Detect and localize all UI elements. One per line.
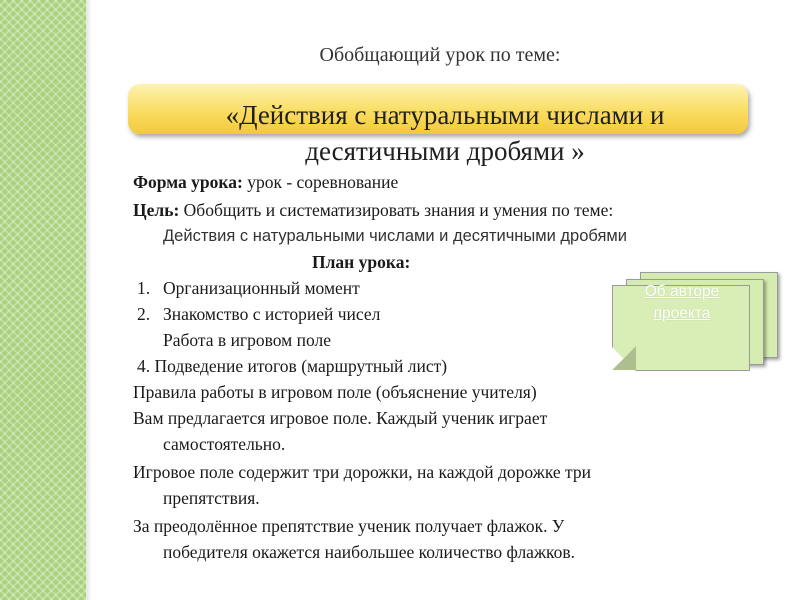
plan-item-text: Знакомство с историей чисел [163, 304, 381, 324]
plan-item [137, 278, 360, 299]
plan-heading: План урока: [312, 252, 411, 272]
plan-item [137, 304, 380, 325]
plan-item-number: 2. [137, 304, 151, 324]
about-author-link-line-2[interactable]: проекта [653, 305, 711, 322]
title-line-2: десятичными дробями » [305, 136, 585, 166]
rules-paragraph-3-line-1: За преодолённое препятствие ученик получает флажок. У [133, 516, 565, 536]
lesson-goal [133, 200, 613, 221]
rules-paragraph-2-line-1: Игровое поле содержит три дорожки, на каждой дорожке три [133, 462, 592, 482]
plan-item-text: Организационный момент [163, 278, 360, 298]
rules-paragraph-3-line-2: победителя окажется наибольшее количество флажков. [163, 542, 576, 562]
lesson-form [133, 172, 398, 193]
form-label: Форма урока: [133, 172, 243, 192]
plan-item-4: 4. Подведение итогов (маршрутный лист) [137, 356, 448, 376]
title-line-1: «Действия с натуральными числами и [225, 100, 665, 130]
goal-value: Обобщить и систематизировать знания и умения по теме: [179, 200, 614, 220]
about-author-link-line-1[interactable]: Об авторе [644, 283, 720, 300]
about-author-link[interactable] [612, 281, 752, 325]
side-strip-shadow [86, 0, 92, 600]
rules-paragraph-2-line-2: препятствия. [163, 488, 260, 508]
decorative-side-strip [0, 0, 86, 600]
slide-subtitle: Обобщающий урок по теме: [319, 44, 561, 66]
rules-heading: Правила работы в игровом поле (объяснение учителя) [133, 382, 537, 402]
plan-item-3: Работа в игровом поле [163, 330, 332, 350]
form-value: урок - соревнование [242, 172, 399, 192]
plan-item-number: 1. [137, 278, 151, 298]
rules-paragraph-1-line-1: Вам предлагается игровое поле. Каждый ученик играет [133, 408, 548, 428]
goal-label: Цель: [133, 200, 180, 220]
rules-paragraph-1-line-2: самостоятельно. [163, 434, 286, 454]
card-fold-corner [612, 346, 636, 370]
slide-title [150, 97, 740, 169]
goal-topic: Действия с натуральными числами и десятичными дробями [163, 227, 627, 245]
